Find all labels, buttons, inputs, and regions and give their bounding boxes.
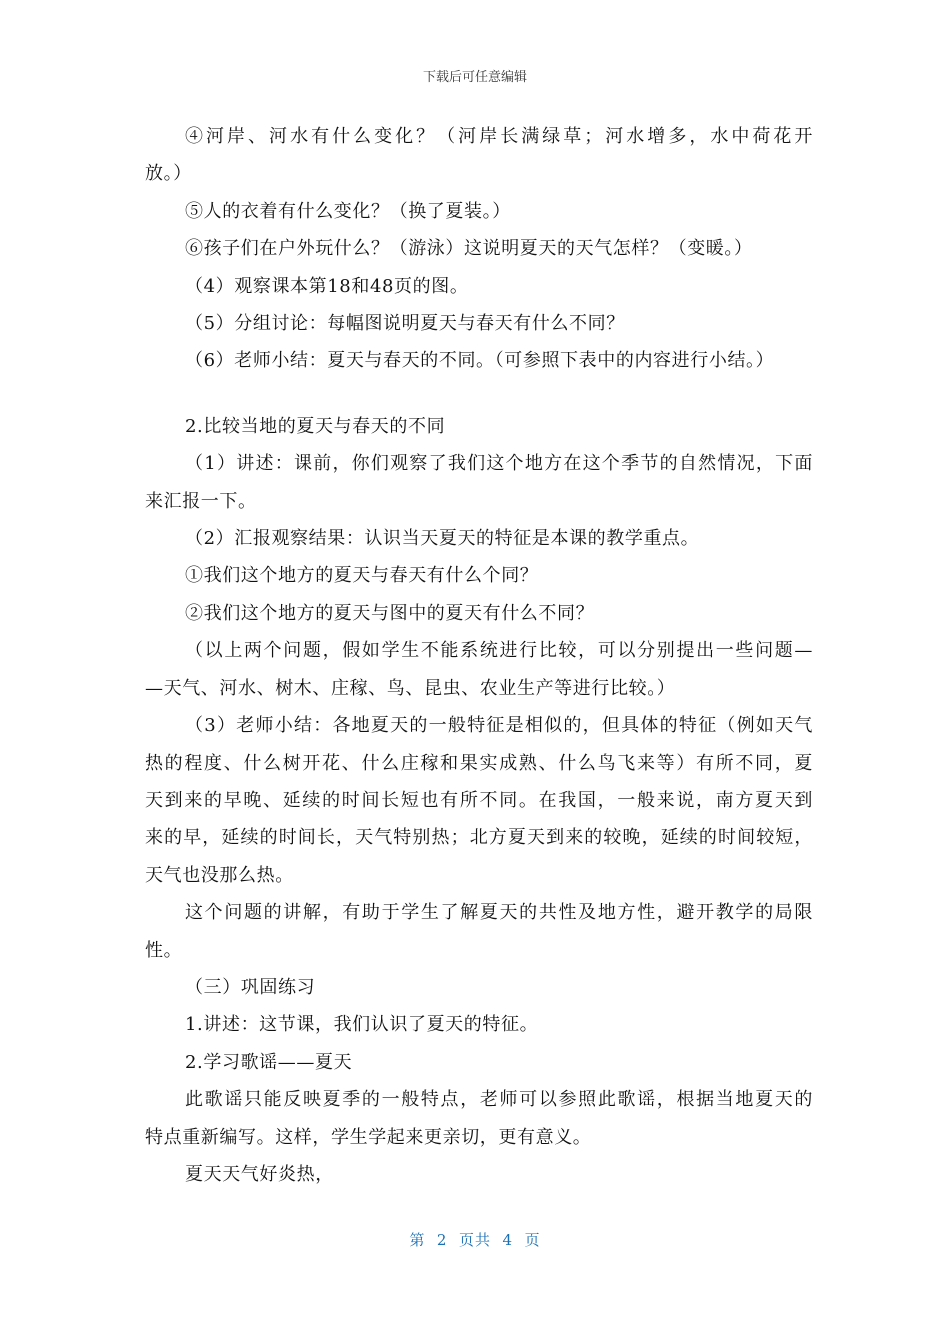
section-heading: （三）巩固练习 [185, 976, 316, 998]
paragraph-line: 特点重新编写。这样，学生学起来更亲切，更有意义。 [145, 1126, 592, 1148]
paragraph-line: （5）分组讨论：每幅图说明夏天与春天有什么不同？ [185, 313, 625, 335]
paragraph-line: 来的早，延续的时间长，天气特别热；北方夏天到来的较晚，延续的时间较短， [145, 827, 813, 849]
paragraph-line: 天气也没那么热。 [145, 864, 294, 886]
paragraph-line: （6）老师小结：夏天与春天的不同。（可参照下表中的内容进行小结。） [185, 350, 775, 372]
paragraph-line: （以上两个问题，假如学生不能系统进行比较，可以分别提出一些问题— [185, 640, 813, 662]
paragraph-line: 来汇报一下。 [145, 490, 257, 512]
paragraph-line: 性。 [145, 939, 183, 961]
paragraph-line: 此歌谣只能反映夏季的一般特点，老师可以参照此歌谣，根据当地夏天的 [185, 1089, 813, 1111]
section-heading: 2.比较当地的夏天与春天的不同 [185, 415, 446, 437]
paragraph-line: 夏天天气好炎热， [185, 1163, 334, 1185]
paragraph-line: 2.学习歌谣——夏天 [185, 1051, 353, 1073]
paragraph-gap [145, 380, 813, 408]
paragraph-line: ⑥孩子们在户外玩什么？（游泳）这说明夏天的天气怎样？（变暖。） [185, 238, 753, 260]
paragraph-line: 放。） [145, 163, 192, 185]
paragraph-line: （1）讲述：课前，你们观察了我们这个地方在这个季节的自然情况，下面 [185, 453, 813, 475]
paragraph-line: ①我们这个地方的夏天与春天有什么个同？ [185, 565, 539, 587]
paragraph-line: （2）汇报观察结果：认识当天夏天的特征是本课的教学重点。 [185, 528, 700, 550]
paragraph-line: ②我们这个地方的夏天与图中的夏天有什么不同？ [185, 602, 595, 624]
paragraph-line: ⑤人的衣着有什么变化？（换了夏装。） [185, 200, 511, 222]
paragraph-line: 热的程度、什么树开花、什么庄稼和果实成熟、什么鸟飞来等）有所不同，夏 [145, 752, 813, 774]
paragraph-line: 天到来的早晚、延续的时间长短也有所不同。在我国，一般来说，南方夏天到 [145, 789, 813, 811]
page-footer: 第 2 页共 4 页 [409, 1231, 541, 1249]
paragraph-line: ④河岸、河水有什么变化？（河岸长满绿草；河水增多，水中荷花开 [185, 126, 813, 147]
paragraph-line: 1.讲述：这节课，我们认识了夏天的特征。 [185, 1014, 539, 1036]
paragraph-line: （4）观察课本第18和48页的图。 [185, 275, 469, 297]
page-header: 下载后可任意编辑 [422, 70, 527, 85]
paragraph-line: 这个问题的讲解，有助于学生了解夏天的共性及地方性，避开教学的局限 [185, 902, 813, 924]
paragraph-line: （3）老师小结：各地夏天的一般特征是相似的，但具体的特征（例如天气 [185, 715, 813, 737]
document-body [145, 118, 813, 1193]
paragraph-line: —天气、河水、树木、庄稼、鸟、昆虫、农业生产等进行比较。） [145, 677, 676, 699]
